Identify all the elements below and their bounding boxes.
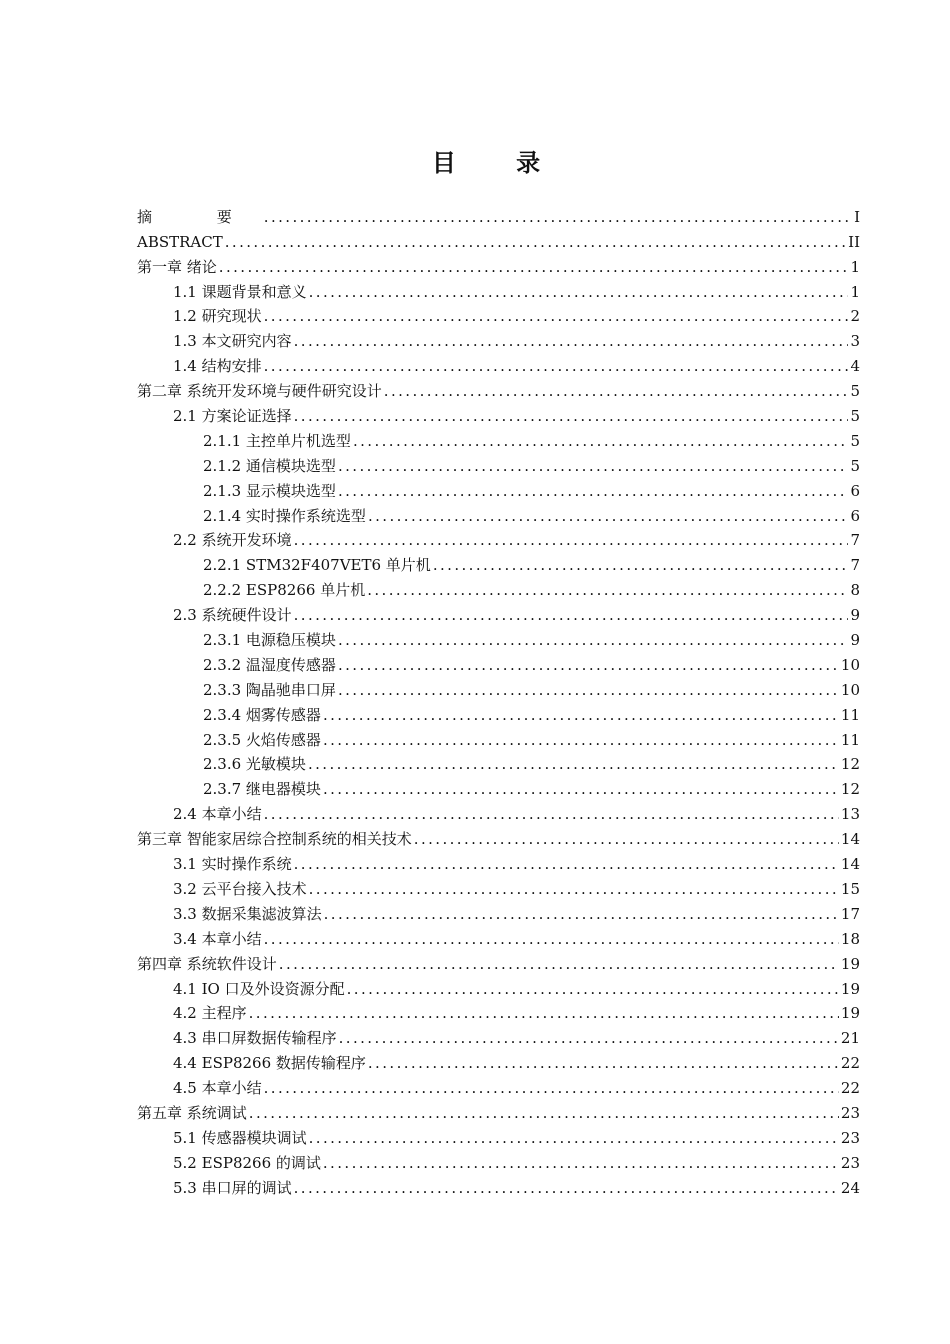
toc-entry-level-2[interactable] <box>137 1073 860 1098</box>
toc-entry-label: 第一章 绪论 <box>137 257 217 276</box>
toc-entry-label: 3.2 云平台接入技术 <box>173 879 307 898</box>
toc-dot-leader <box>294 854 839 874</box>
toc-entry-label: 摘 要 <box>137 207 262 226</box>
toc-dot-leader <box>338 655 839 675</box>
toc-dot-leader <box>384 381 848 401</box>
toc-entry-level-1[interactable] <box>137 824 860 849</box>
toc-dot-leader <box>225 232 846 252</box>
toc-entry-label: 2.3.5 火焰传感器 <box>203 730 321 749</box>
toc-dot-leader <box>338 456 848 476</box>
toc-entry-level-2[interactable] <box>137 1023 860 1048</box>
toc-dot-leader <box>433 555 848 575</box>
toc-entry-page-number: 3 <box>850 332 860 351</box>
toc-entry-level-2[interactable] <box>137 999 860 1024</box>
toc-entry-label: 5.3 串口屏的调试 <box>173 1178 292 1197</box>
toc-entry-level-3[interactable] <box>137 774 860 799</box>
toc-dot-leader <box>294 1178 839 1198</box>
toc-entry-label: 4.3 串口屏数据传输程序 <box>173 1029 337 1048</box>
toc-entry-page-number: 1 <box>850 257 860 276</box>
toc-entry-label: 1.3 本文研究内容 <box>173 332 292 351</box>
toc-entry-level-2[interactable] <box>137 401 860 426</box>
toc-dot-leader <box>323 705 839 725</box>
toc-dot-leader <box>323 1153 839 1173</box>
toc-entry-label: 第二章 系统开发环境与硬件研究设计 <box>137 382 382 401</box>
toc-entry-level-2[interactable] <box>137 1048 860 1073</box>
toc-entry-level-3[interactable] <box>137 501 860 526</box>
toc-dot-leader <box>338 481 848 501</box>
toc-entry-page-number: 4 <box>850 357 860 376</box>
toc-entry-page-number: 10 <box>840 655 860 674</box>
toc-dot-leader <box>264 356 848 376</box>
toc-dot-leader <box>219 257 848 277</box>
toc-entry-level-1[interactable] <box>137 376 860 401</box>
toc-entry-level-2[interactable] <box>137 302 860 327</box>
toc-dot-leader <box>294 331 848 351</box>
toc-entry-page-number: 24 <box>840 1178 860 1197</box>
toc-entry-label: 2.3.7 继电器模块 <box>203 780 321 799</box>
toc-entry-page-number: 8 <box>850 581 860 600</box>
toc-entry-label: 2.3.6 光敏模块 <box>203 755 306 774</box>
toc-dot-leader <box>324 904 839 924</box>
toc-entry-label: 2.4 本章小结 <box>173 805 262 824</box>
toc-entry-page-number: 14 <box>840 855 860 874</box>
toc-entry-level-3[interactable] <box>137 625 860 650</box>
toc-entry-level-2[interactable] <box>137 974 860 999</box>
toc-entry-page-number: I <box>854 207 860 226</box>
toc-dot-leader <box>279 954 839 974</box>
toc-entry-label: 5.1 传感器模块调试 <box>173 1128 307 1147</box>
toc-entry-level-2[interactable] <box>137 600 860 625</box>
toc-entry-page-number: 12 <box>840 780 860 799</box>
toc-entry-level-1[interactable] <box>137 227 860 252</box>
toc-dot-leader <box>308 754 839 774</box>
toc-entry-level-3[interactable] <box>137 700 860 725</box>
toc-entry-page-number: 13 <box>840 805 860 824</box>
page-title: 目 录 <box>431 149 567 177</box>
toc-entry-level-3[interactable] <box>137 451 860 476</box>
toc-entry-page-number: 5 <box>850 407 860 426</box>
toc-entry-label: 3.1 实时操作系统 <box>173 855 292 874</box>
toc-entry-page-number: 11 <box>840 730 860 749</box>
toc-entry-page-number: 18 <box>840 929 860 948</box>
toc-entry-level-1[interactable] <box>137 252 860 277</box>
toc-dot-leader <box>264 306 848 326</box>
toc-entry-level-3[interactable] <box>137 575 860 600</box>
toc-entry-label: 第四章 系统软件设计 <box>137 954 277 973</box>
toc-entry-level-3[interactable] <box>137 426 860 451</box>
table-of-contents <box>137 202 860 1198</box>
toc-entry-level-2[interactable] <box>137 526 860 551</box>
toc-dot-leader <box>323 730 839 750</box>
toc-dot-leader <box>414 829 839 849</box>
toc-entry-level-2[interactable] <box>137 326 860 351</box>
toc-entry-page-number: 23 <box>840 1128 860 1147</box>
toc-entry-level-1[interactable] <box>137 949 860 974</box>
toc-dot-leader <box>309 1128 839 1148</box>
toc-entry-page-number: 2 <box>850 307 860 326</box>
toc-dot-leader <box>264 1078 839 1098</box>
toc-entry-page-number: 19 <box>840 1004 860 1023</box>
toc-entry-page-number: 6 <box>850 506 860 525</box>
toc-entry-label: 4.5 本章小结 <box>173 1079 262 1098</box>
toc-entry-page-number: II <box>848 232 860 251</box>
toc-entry-page-number: 7 <box>850 531 860 550</box>
toc-dot-leader <box>294 406 848 426</box>
toc-dot-leader <box>339 1028 839 1048</box>
toc-entry-label: 第五章 系统调试 <box>137 1103 247 1122</box>
toc-entry-page-number: 7 <box>850 556 860 575</box>
toc-entry-label: 2.1 方案论证选择 <box>173 407 292 426</box>
toc-entry-page-number: 6 <box>850 481 860 500</box>
toc-entry-page-number: 5 <box>850 456 860 475</box>
toc-dot-leader <box>249 1003 839 1023</box>
toc-entry-label: 2.1.1 主控单片机选型 <box>203 431 351 450</box>
toc-dot-leader <box>368 506 848 526</box>
toc-entry-level-2[interactable] <box>137 1123 860 1148</box>
toc-entry-level-1[interactable] <box>137 202 860 227</box>
toc-entry-label: 2.3 系统硬件设计 <box>173 606 292 625</box>
toc-entry-level-2[interactable] <box>137 899 860 924</box>
toc-dot-leader <box>294 530 848 550</box>
toc-entry-level-2[interactable] <box>137 277 860 302</box>
toc-entry-page-number: 22 <box>840 1079 860 1098</box>
toc-entry-level-2[interactable] <box>137 1173 860 1198</box>
toc-entry-label: 4.1 IO 口及外设资源分配 <box>173 979 345 998</box>
toc-entry-label: 3.4 本章小结 <box>173 929 262 948</box>
toc-entry-level-2[interactable] <box>137 874 860 899</box>
toc-entry-level-1[interactable] <box>137 1098 860 1123</box>
toc-dot-leader <box>264 207 848 227</box>
toc-entry-label: 4.4 ESP8266 数据传输程序 <box>173 1054 366 1073</box>
toc-entry-label: 5.2 ESP8266 的调试 <box>173 1153 321 1172</box>
toc-entry-page-number: 9 <box>850 606 860 625</box>
toc-entry-page-number: 5 <box>850 382 860 401</box>
toc-entry-label: 4.2 主程序 <box>173 1004 247 1023</box>
toc-entry-page-number: 21 <box>840 1029 860 1048</box>
toc-dot-leader <box>264 929 839 949</box>
toc-entry-level-3[interactable] <box>137 750 860 775</box>
toc-entry-level-2[interactable] <box>137 1148 860 1173</box>
toc-entry-page-number: 10 <box>840 680 860 699</box>
toc-dot-leader <box>368 1053 839 1073</box>
toc-entry-page-number: 12 <box>840 755 860 774</box>
toc-entry-label: 2.2 系统开发环境 <box>173 531 292 550</box>
toc-entry-label: 3.3 数据采集滤波算法 <box>173 904 322 923</box>
toc-entry-label: 2.1.2 通信模块选型 <box>203 456 336 475</box>
toc-entry-page-number: 19 <box>840 954 860 973</box>
toc-entry-label: 2.2.1 STM32F407VET6 单片机 <box>203 556 431 575</box>
toc-entry-label: ABSTRACT <box>137 232 223 251</box>
toc-entry-label: 2.3.2 温湿度传感器 <box>203 655 336 674</box>
toc-entry-level-2[interactable] <box>137 799 860 824</box>
toc-dot-leader <box>309 879 839 899</box>
toc-entry-page-number: 17 <box>840 904 860 923</box>
toc-dot-leader <box>338 680 839 700</box>
toc-dot-leader <box>367 580 848 600</box>
toc-entry-label: 2.3.4 烟雾传感器 <box>203 705 321 724</box>
toc-entry-level-2[interactable] <box>137 924 860 949</box>
toc-entry-label: 第三章 智能家居综合控制系统的相关技术 <box>137 830 412 849</box>
toc-entry-page-number: 1 <box>850 282 860 301</box>
toc-entry-level-3[interactable] <box>137 550 860 575</box>
toc-dot-leader <box>353 431 848 451</box>
toc-entry-label: 2.1.4 实时操作系统选型 <box>203 506 366 525</box>
toc-entry-label: 2.1.3 显示模块选型 <box>203 481 336 500</box>
toc-dot-leader <box>294 605 848 625</box>
toc-entry-page-number: 15 <box>840 879 860 898</box>
toc-dot-leader <box>338 630 848 650</box>
toc-dot-leader <box>347 979 839 999</box>
toc-entry-label: 1.1 课题背景和意义 <box>173 282 307 301</box>
toc-entry-label: 1.4 结构安排 <box>173 357 262 376</box>
toc-entry-page-number: 14 <box>840 830 860 849</box>
toc-entry-label: 2.2.2 ESP8266 单片机 <box>203 581 366 600</box>
toc-entry-level-3[interactable] <box>137 476 860 501</box>
toc-entry-level-3[interactable] <box>137 650 860 675</box>
toc-entry-page-number: 9 <box>850 631 860 650</box>
toc-entry-level-3[interactable] <box>137 725 860 750</box>
toc-entry-level-2[interactable] <box>137 351 860 376</box>
toc-entry-page-number: 5 <box>850 431 860 450</box>
toc-entry-label: 2.3.3 陶晶驰串口屏 <box>203 680 336 699</box>
toc-entry-level-2[interactable] <box>137 849 860 874</box>
toc-dot-leader <box>264 804 839 824</box>
toc-entry-label: 1.2 研究现状 <box>173 307 262 326</box>
toc-entry-page-number: 22 <box>840 1054 860 1073</box>
toc-entry-page-number: 11 <box>840 705 860 724</box>
toc-dot-leader <box>309 282 848 302</box>
toc-entry-page-number: 23 <box>840 1103 860 1122</box>
toc-dot-leader <box>249 1103 839 1123</box>
toc-entry-level-3[interactable] <box>137 675 860 700</box>
toc-entry-label: 2.3.1 电源稳压模块 <box>203 631 336 650</box>
toc-dot-leader <box>323 779 839 799</box>
toc-entry-page-number: 19 <box>840 979 860 998</box>
toc-entry-page-number: 23 <box>840 1153 860 1172</box>
